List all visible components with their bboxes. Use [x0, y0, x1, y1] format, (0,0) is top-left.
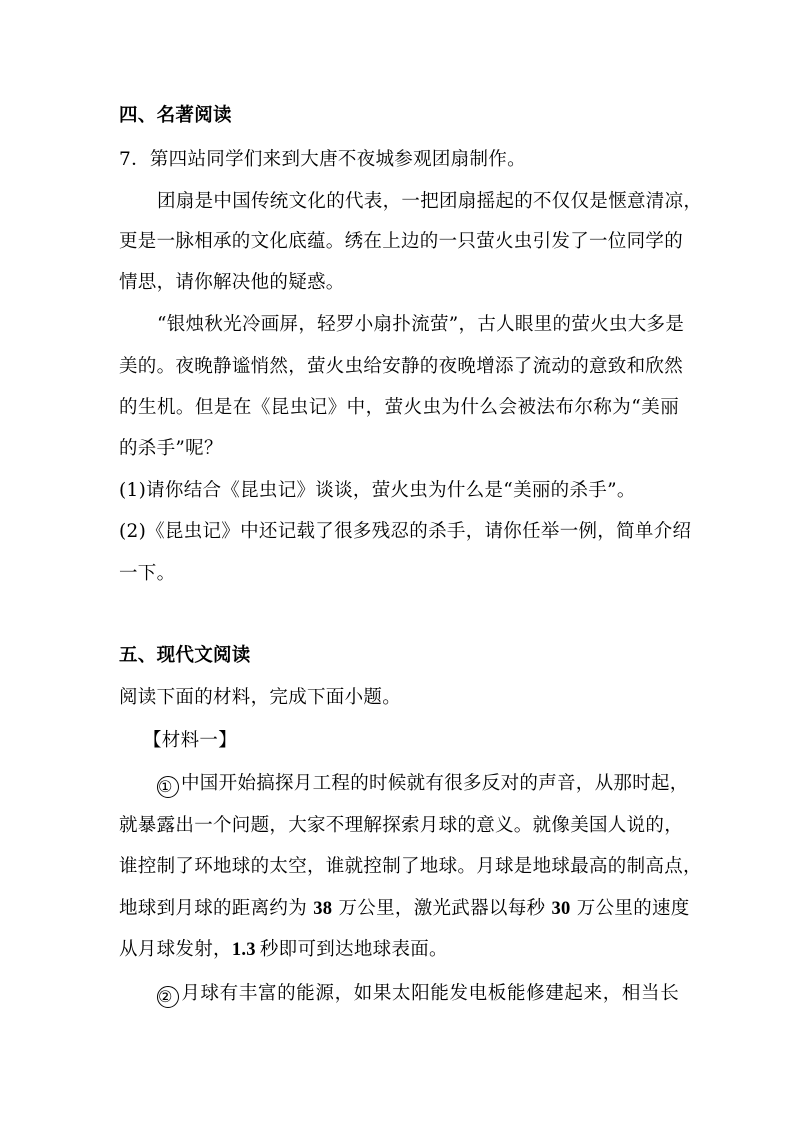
- text-segment: 万公里的速度: [576, 898, 690, 919]
- text-segment: 秒即可到达地球表面。: [259, 939, 448, 960]
- text-segment: 万公里，激光武器以每秒: [338, 898, 546, 919]
- paragraph-line: 就暴露出一个问题，大家不理解探索月球的意义。就像美国人说的，: [119, 815, 684, 836]
- paragraph-line: 情思，请你解决他的疑惑。: [119, 272, 345, 293]
- paragraph-line: [119, 897, 690, 921]
- paragraph-line: 更是一脉相承的文化底蕴。绣在上边的一只萤火虫引发了一位同学的: [119, 231, 684, 252]
- text-segment: 从月球发射，: [119, 939, 232, 960]
- paragraph-line: 的杀手”呢？: [119, 438, 223, 459]
- circled-number-1: ①: [157, 776, 179, 798]
- material-label: 【材料一】: [143, 730, 238, 751]
- paragraph-text: 中国开始搞探月工程的时候就有很多反对的声音，从那时起，: [181, 773, 689, 794]
- text-segment: 地球到月球的距离约为: [119, 898, 308, 919]
- question-7: 7．第四站同学们来到大唐不夜城参观团扇制作。: [119, 149, 526, 170]
- paragraph-line: 谁控制了环地球的太空，谁就控制了地球。月球是地球最高的制高点，: [119, 856, 702, 877]
- reading-intro: 阅读下面的材料，完成下面小题。: [119, 687, 402, 708]
- paragraph-line: [157, 982, 679, 1008]
- section-heading-modern-reading: 五、现代文阅读: [119, 645, 251, 666]
- circled-number-2: ②: [157, 986, 179, 1008]
- distance-value: 38: [313, 899, 333, 919]
- paragraph-line: 美的。夜晚静谧悄然，萤火虫给安静的夜晚增添了流动的意致和欣然: [119, 356, 684, 377]
- sub-question-2-cont: 一下。: [119, 563, 176, 584]
- speed-value: 30: [551, 899, 571, 919]
- paragraph-line: “银烛秋光冷画屏，轻罗小扇扑流萤”，古人眼里的萤火虫大多是: [157, 314, 685, 335]
- sub-question-2: (2)《昆虫记》中还记载了很多残忍的杀手，请你任举一例，简单介绍: [119, 521, 692, 542]
- paragraph-line: [119, 938, 448, 962]
- section-heading-famous-works: 四、名著阅读: [119, 105, 232, 126]
- paragraph-text: 月球有丰富的能源，如果太阳能发电板能修建起来，相当长: [181, 983, 679, 1004]
- sub-question-1: (1)请你结合《昆虫记》谈谈，萤火虫为什么是“美丽的杀手”。: [119, 480, 636, 501]
- paragraph-line: 团扇是中国传统文化的代表，一把团扇摇起的不仅仅是惬意清凉，: [157, 191, 703, 212]
- time-value: 1.3: [231, 940, 256, 960]
- paragraph-line: [157, 772, 689, 798]
- paragraph-line: 的生机。但是在《昆虫记》中，萤火虫为什么会被法布尔称为“美丽: [119, 397, 679, 418]
